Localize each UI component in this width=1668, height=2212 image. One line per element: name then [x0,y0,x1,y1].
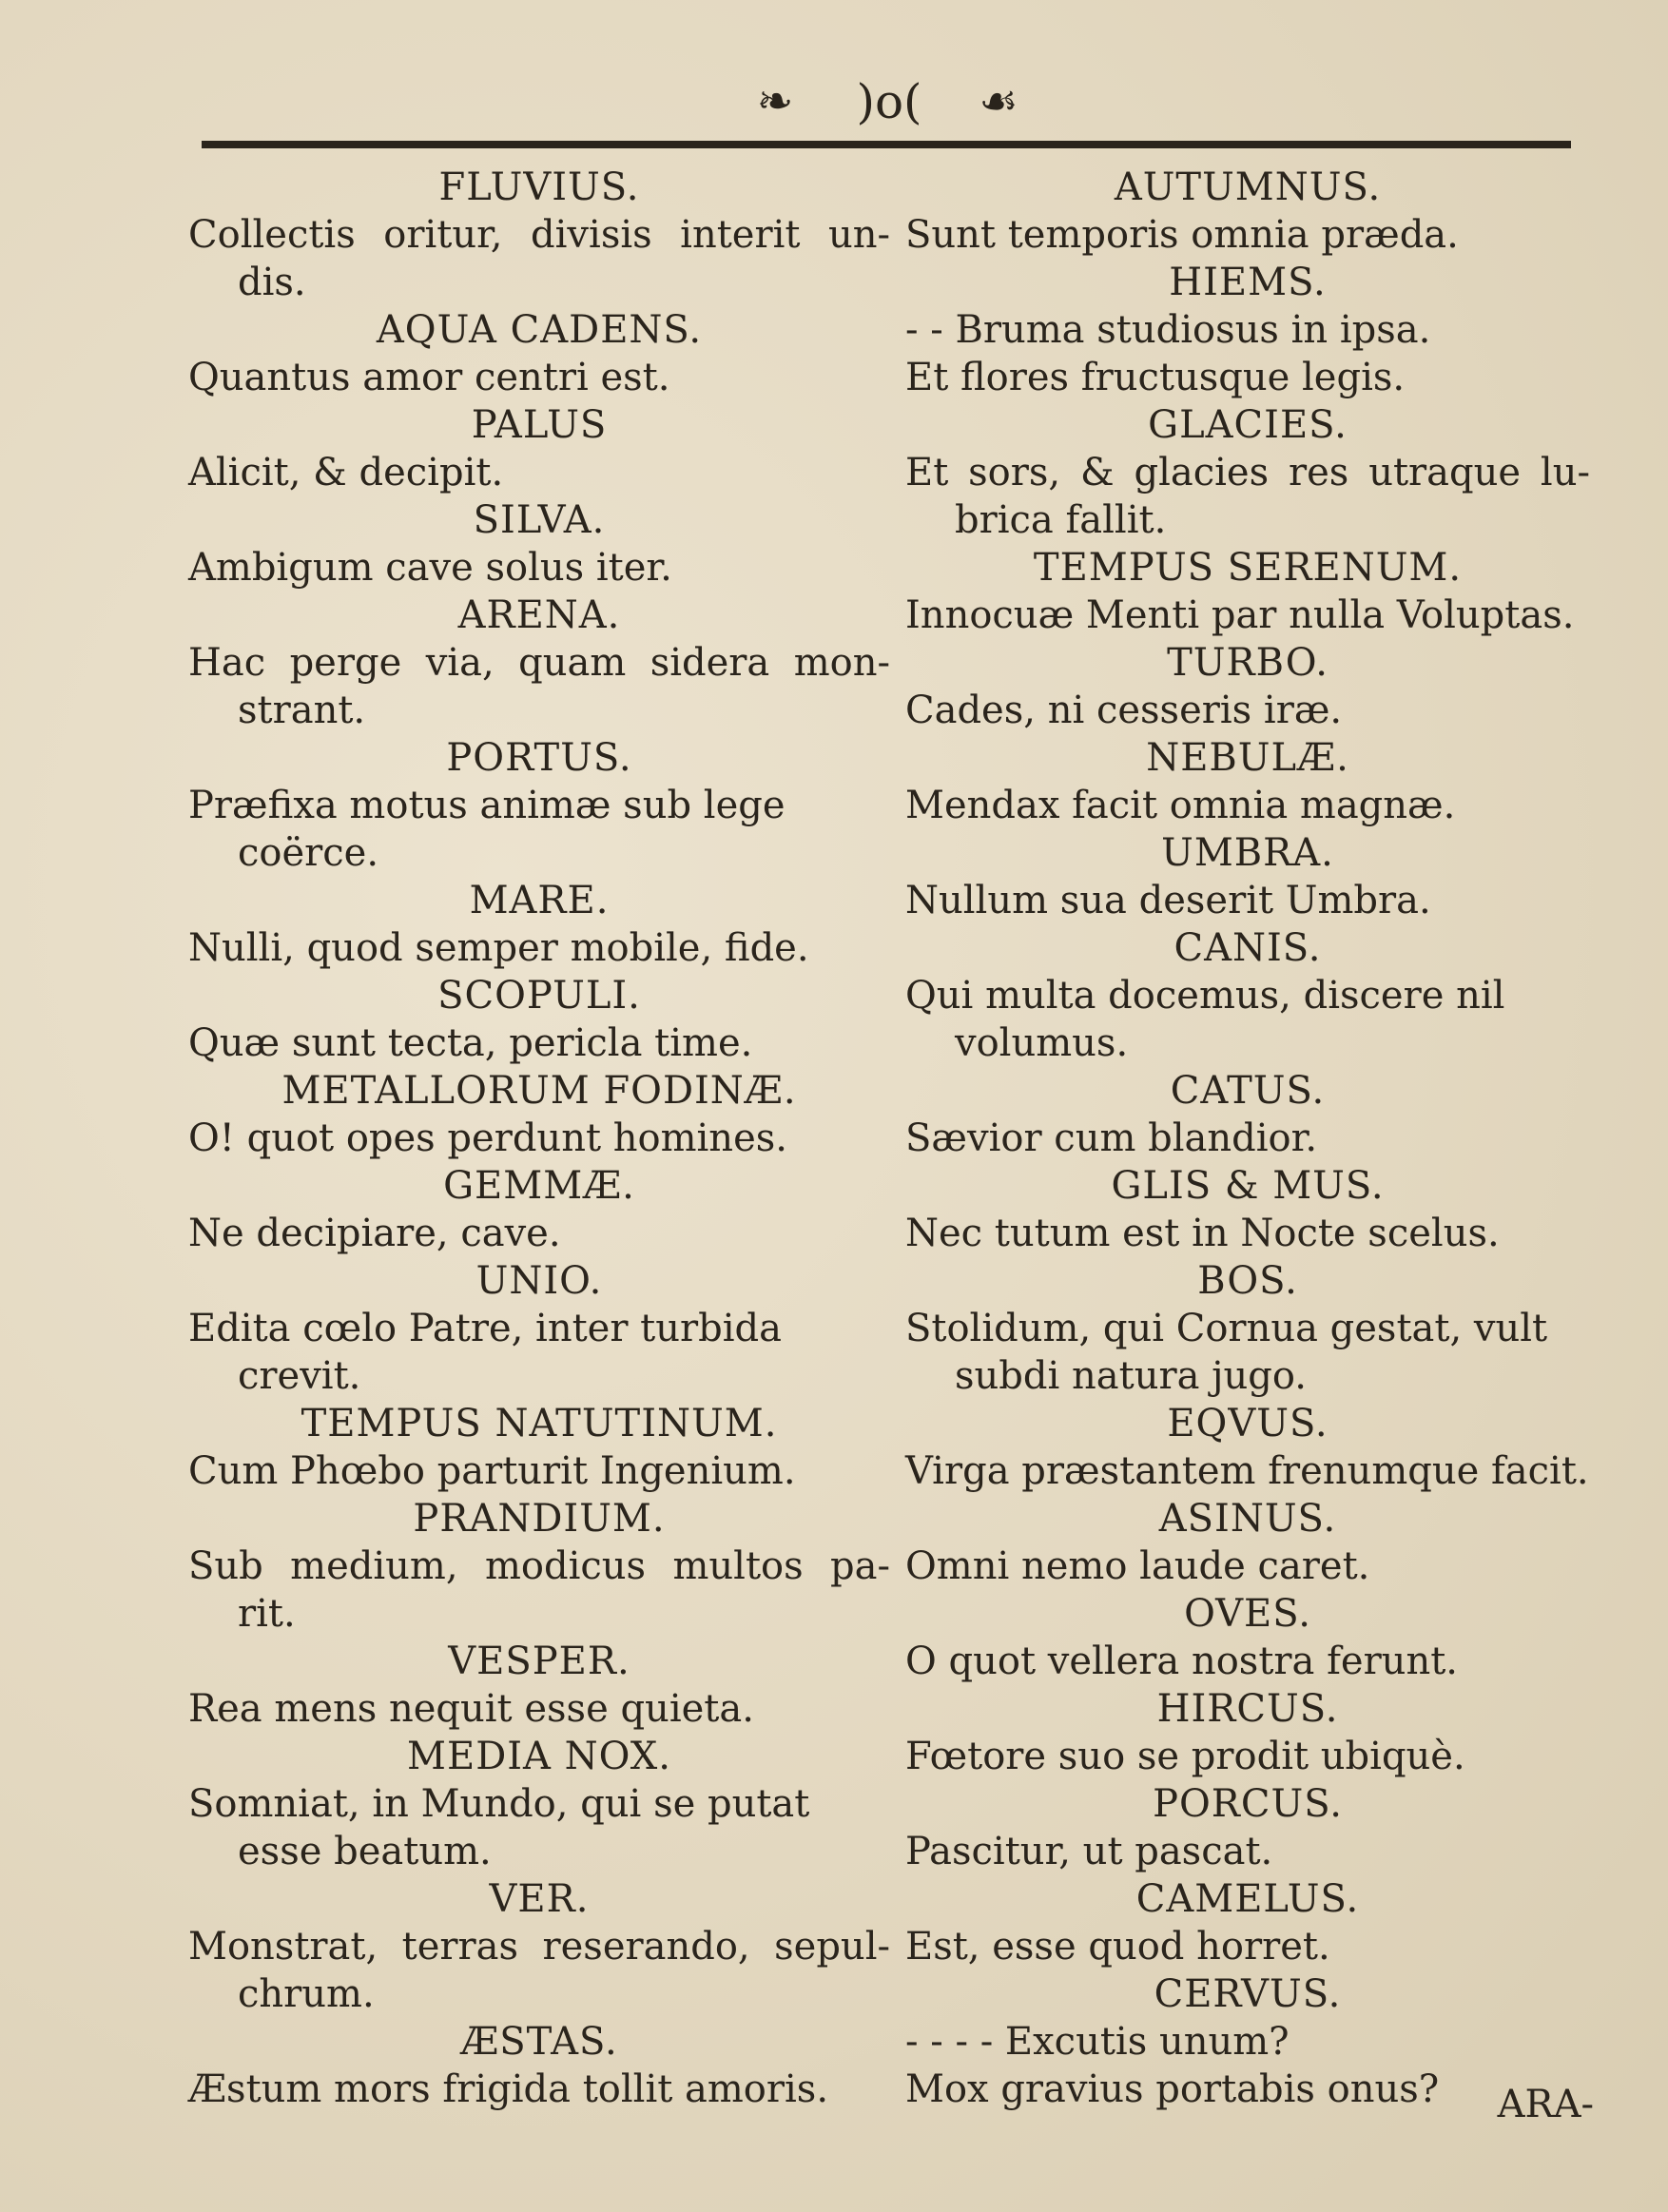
entry-heading: HIRCUS. [1156,1687,1339,1731]
motto-line: Et sors, & glacies res utraque lu- [905,451,1590,495]
emblem-entry [188,1067,890,1162]
emblem-entry [905,734,1590,829]
motto-line: Mendax facit omnia magnæ. [905,784,1456,827]
motto-line: chrum. [238,1972,375,2016]
motto-line: Est, esse quod horret. [905,1925,1330,1969]
entry-heading: UMBRA. [1161,831,1334,875]
fleuron-left-icon: ❧ [756,75,794,126]
entry-motto [905,306,1590,401]
entry-motto [905,1447,1590,1495]
entry-motto [188,1543,890,1638]
entry-heading: PRANDIUM. [413,1497,666,1541]
motto-line: Virga præstantem frenumque facit. [905,1449,1589,1493]
emblem-entry [188,1400,890,1495]
entry-heading: CANIS. [1173,926,1322,970]
page-number: )o( [856,74,922,129]
entry-motto [188,639,890,734]
motto-line: subdi natura jugo. [955,1354,1307,1398]
emblem-entry [905,1780,1590,1875]
emblem-entry [188,1733,890,1875]
entry-motto [188,782,890,877]
entry-motto [188,1923,890,2018]
entry-motto [905,449,1590,544]
emblem-entry [905,1685,1590,1780]
entry-heading: MEDIA NOX. [407,1735,671,1778]
entry-heading: CATUS. [1170,1069,1326,1113]
entry-motto [905,1305,1590,1400]
motto-line: esse beatum. [238,1830,492,1873]
entry-heading: OVES. [1184,1592,1311,1636]
motto-line: Collectis oritur, divisis interit un- [188,213,890,257]
motto-line: Quæ sunt tecta, pericla time. [188,1021,753,1065]
motto-line: Ne decipiare, cave. [188,1212,561,1255]
entry-motto [188,1447,890,1495]
motto-line: Et flores fructusque legis. [905,356,1406,399]
emblem-entry [905,164,1590,259]
motto-line: crevit. [238,1354,361,1398]
motto-line: Monstrat, terras reserando, sepul- [188,1925,890,1969]
entry-heading: GEMMÆ. [443,1164,635,1208]
entry-heading: ARENA. [457,593,621,637]
entry-motto [905,2018,1590,2113]
motto-line: Sævior cum blandior. [905,1116,1318,1160]
motto-line: O! quot opes perdunt homines. [188,1116,787,1160]
motto-line: Pascitur, ut pascat. [905,1830,1273,1873]
page-header [0,74,1668,141]
motto-line: Sunt temporis omnia præda. [905,213,1459,257]
emblem-entry [905,1590,1590,1685]
motto-line: brica fallit. [955,498,1167,542]
fleuron-right-icon: ☙ [979,75,1018,126]
motto-line: Mox gravius portabis onus? [905,2067,1440,2111]
motto-line: Sub medium, modicus multos pa- [188,1544,890,1588]
entry-motto [905,211,1590,259]
entry-heading: METALLORUM FODINÆ. [281,1069,797,1113]
emblem-entry [905,401,1590,544]
emblem-entry [905,1970,1590,2113]
motto-line: rit. [238,1592,296,1636]
entry-motto [188,1210,890,1257]
motto-line: Nullum sua deserit Umbra. [905,879,1431,922]
motto-line: Quantus amor centri est. [188,356,670,399]
entry-motto [188,1780,890,1875]
entry-heading: CERVUS. [1154,1972,1342,2016]
motto-line: Stolidum, qui Cornua gestat, vult [905,1307,1548,1350]
emblem-entry [905,924,1590,1067]
emblem-entry [188,1257,890,1400]
motto-line: Cum Phœbo parturit Ingenium. [188,1449,796,1493]
emblem-entry [905,1257,1590,1400]
motto-line: dis. [238,261,306,304]
motto-line: Præfixa motus animæ sub lege [188,784,786,827]
emblem-entry [188,1638,890,1733]
entry-heading: SILVA. [473,498,606,542]
entry-motto [905,1210,1590,1257]
entry-motto [188,211,890,306]
entry-heading: AQUA CADENS. [376,308,703,352]
motto-line: Edita cœlo Patre, inter turbida [188,1307,782,1350]
entry-motto [905,687,1590,734]
motto-line: - - Bruma studiosus in ipsa. [905,308,1431,352]
motto-line: Ambigum cave solus iter. [188,546,672,590]
motto-line: O quot vellera nostra ferunt. [905,1640,1458,1683]
entry-motto [188,1685,890,1733]
emblem-entry [905,1875,1590,1970]
emblem-entry [188,164,890,306]
motto-line: Qui multa docemus, discere nil [905,974,1505,1018]
entry-motto [905,1115,1590,1162]
entry-motto [905,1638,1590,1685]
emblem-entry [188,877,890,972]
emblem-entry [905,1400,1590,1495]
entry-heading: TURBO. [1167,641,1329,685]
motto-line: Nulli, quod semper mobile, fide. [188,926,809,970]
entry-heading: ÆSTAS. [460,2020,618,2064]
left-column [188,164,890,2113]
entry-heading: UNIO. [475,1259,603,1303]
entry-motto [188,1115,890,1162]
entry-motto [188,354,890,401]
emblem-entry [905,544,1590,639]
motto-line: Fœtore suo se prodit ubiquè. [905,1735,1465,1778]
entry-heading: ASINUS. [1158,1497,1337,1541]
entry-heading: BOS. [1197,1259,1298,1303]
entry-heading: CAMELUS. [1135,1877,1360,1921]
motto-line: Somniat, in Mundo, qui se putat [188,1782,810,1826]
emblem-entry [188,592,890,734]
entry-heading: PORCUS. [1153,1782,1343,1826]
entry-heading: PORTUS. [446,736,632,780]
emblem-entry [905,1067,1590,1162]
entry-heading: AUTUMNUS. [1114,165,1382,209]
motto-line: Innocuæ Menti par nulla Voluptas. [905,593,1575,637]
motto-line: Hac perge via, quam sidera mon- [188,641,890,685]
entry-heading: NEBULÆ. [1146,736,1349,780]
emblem-entry [188,306,890,401]
emblem-entry [188,496,890,592]
entry-motto [905,1828,1590,1875]
entry-motto [905,972,1590,1067]
entry-heading: TEMPUS SERENUM. [1033,546,1463,590]
entry-motto [905,592,1590,639]
entry-motto [905,782,1590,829]
entry-motto [188,449,890,496]
motto-line: Nec tutum est in Nocte scelus. [905,1212,1500,1255]
entry-heading: GLIS & MUS. [1111,1164,1385,1208]
motto-line: - - - - Excutis unum? [905,2020,1290,2064]
entry-heading: VESPER. [448,1640,630,1683]
motto-line: coërce. [238,831,379,875]
entry-motto [905,877,1590,924]
entry-heading: FLUVIUS. [438,165,640,209]
entry-motto [188,2066,890,2113]
emblem-entry [905,1162,1590,1257]
entry-motto [188,924,890,972]
motto-line: Alicit, & decipit. [188,451,504,495]
emblem-entry [188,2018,890,2113]
emblem-entry [188,734,890,877]
motto-line: volumus. [955,1021,1129,1065]
entry-heading: EQVUS. [1167,1402,1329,1446]
emblem-entry [188,972,890,1067]
emblem-entry [905,829,1590,924]
motto-line: Rea mens nequit esse quieta. [188,1687,754,1731]
emblem-entry [905,259,1590,401]
motto-line: Omni nemo laude caret. [905,1544,1370,1588]
emblem-entry [188,401,890,496]
emblem-entry [905,639,1590,734]
emblem-entry [188,1875,890,2018]
entry-heading: SCOPULI. [437,974,641,1018]
motto-line: strant. [238,689,366,732]
entry-heading: GLACIES. [1148,403,1348,447]
entry-motto [905,1543,1590,1590]
entry-heading: MARE. [469,879,610,922]
catchword: ARA- [1497,2083,1594,2126]
emblem-entry [188,1495,890,1638]
entry-heading: PALUS [471,403,608,447]
entry-heading: HIEMS. [1169,261,1327,304]
emblem-entry [188,1162,890,1257]
header-rule [202,141,1571,148]
entry-motto [188,1305,890,1400]
entry-motto [188,1019,890,1067]
entry-heading: VER. [489,1877,590,1921]
entry-motto [905,1733,1590,1780]
entry-motto [905,1923,1590,1970]
right-column [905,164,1590,2113]
motto-line: Æstum mors frigida tollit amoris. [188,2067,829,2111]
motto-line: Cades, ni cesseris iræ. [905,689,1343,732]
emblem-entry [905,1495,1590,1590]
entry-motto [188,544,890,592]
entry-heading: TEMPUS NATUTINUM. [301,1402,778,1446]
